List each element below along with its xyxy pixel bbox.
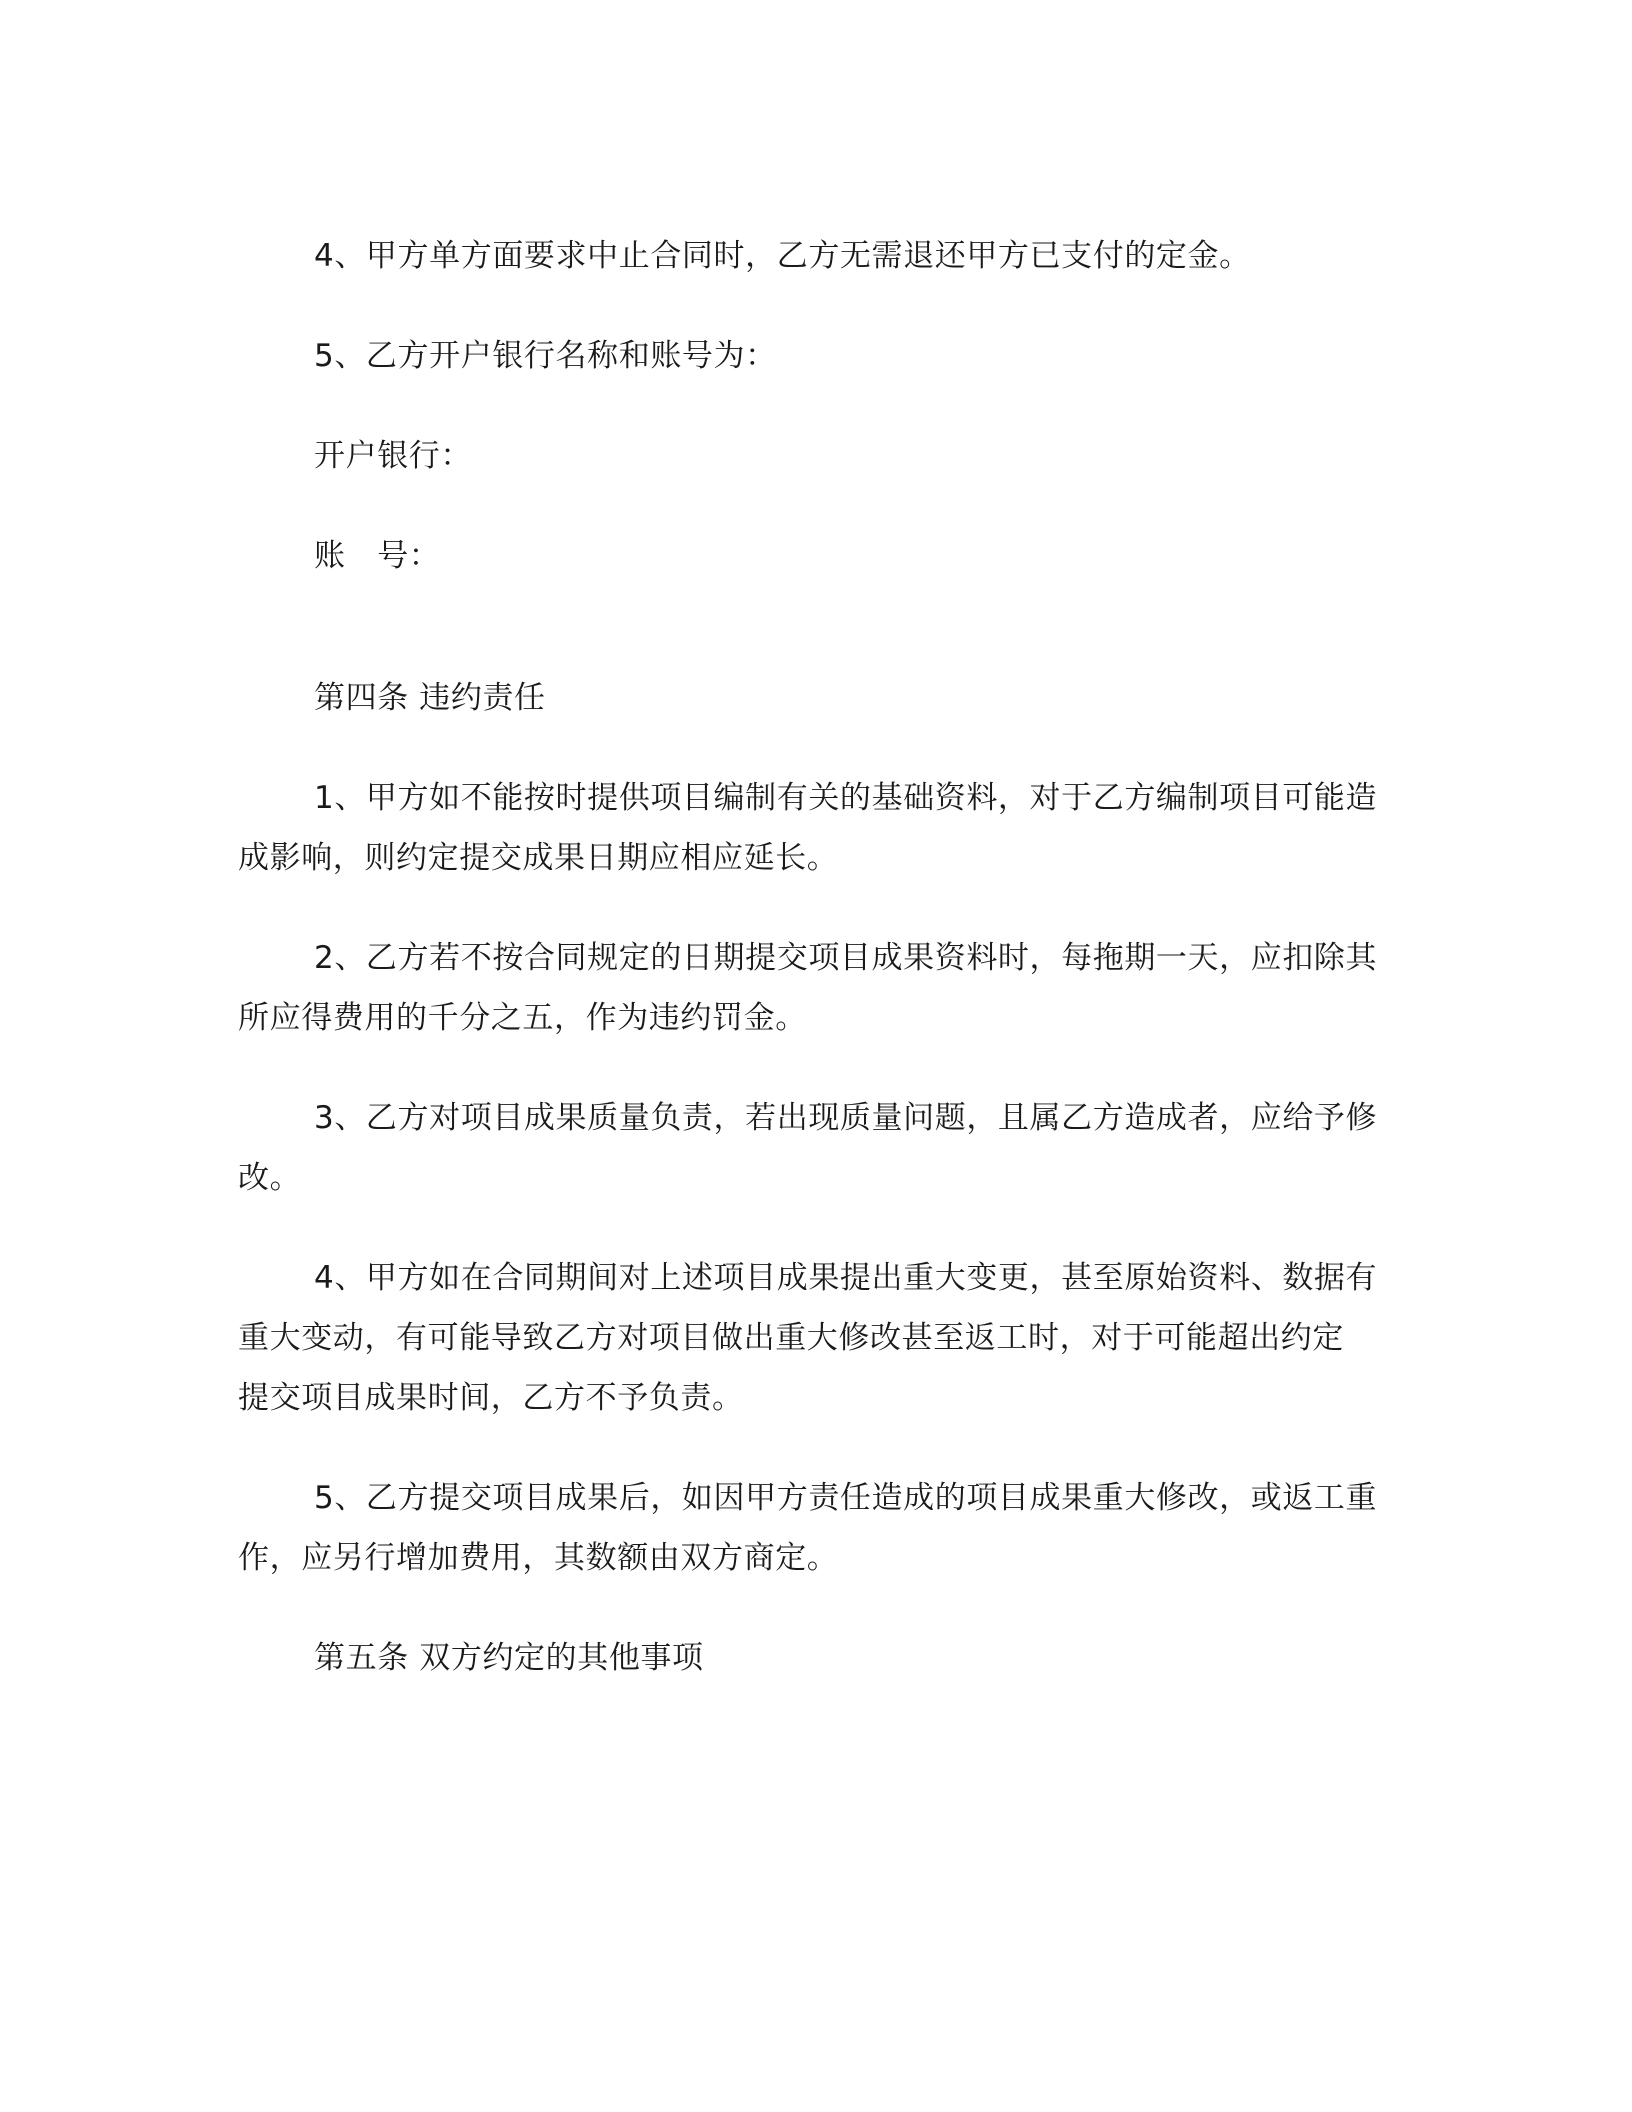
article-4-item-2-line-2: 所应得费用的千分之五，作为违约罚金。 [238,1000,807,1036]
article-4-item-5-line-2: 作，应另行增加费用，其数额由双方商定。 [238,1540,839,1576]
article-4-heading: 第四条 违约责任 [314,680,546,716]
bank-name-label: 开户银行： [314,438,472,474]
article-4-item-3-line-1: 3、乙方对项目成果质量负责，若出现质量问题，且属乙方造成者，应给予修 [314,1100,1378,1136]
article-4-item-2-line-1: 2、乙方若不按合同规定的日期提交项目成果资料时，每拖期一天，应扣除其 [314,940,1378,976]
article-4-item-3-line-2: 改。 [238,1160,302,1196]
payment-item-4: 4、甲方单方面要求中止合同时，乙方无需退还甲方已支付的定金。 [314,238,1251,274]
payment-item-5: 5、乙方开户银行名称和账号为： [314,338,777,374]
article-4-item-4-line-3: 提交项目成果时间，乙方不予负责。 [238,1380,744,1416]
article-4-item-5-line-1: 5、乙方提交项目成果后，如因甲方责任造成的项目成果重大修改，或返工重 [314,1480,1378,1516]
article-4-item-1-line-2: 成影响，则约定提交成果日期应相应延长。 [238,840,839,876]
article-4-item-1-line-1: 1、甲方如不能按时提供项目编制有关的基础资料，对于乙方编制项目可能造 [314,780,1378,816]
article-4-item-4-line-1: 4、甲方如在合同期间对上述项目成果提出重大变更，甚至原始资料、数据有 [314,1260,1378,1296]
article-4-item-4-line-2: 重大变动，有可能导致乙方对项目做出重大修改甚至返工时，对于可能超出约定 [238,1320,1344,1356]
article-5-heading: 第五条 双方约定的其他事项 [314,1640,704,1676]
account-number-label: 账 号： [314,538,441,574]
